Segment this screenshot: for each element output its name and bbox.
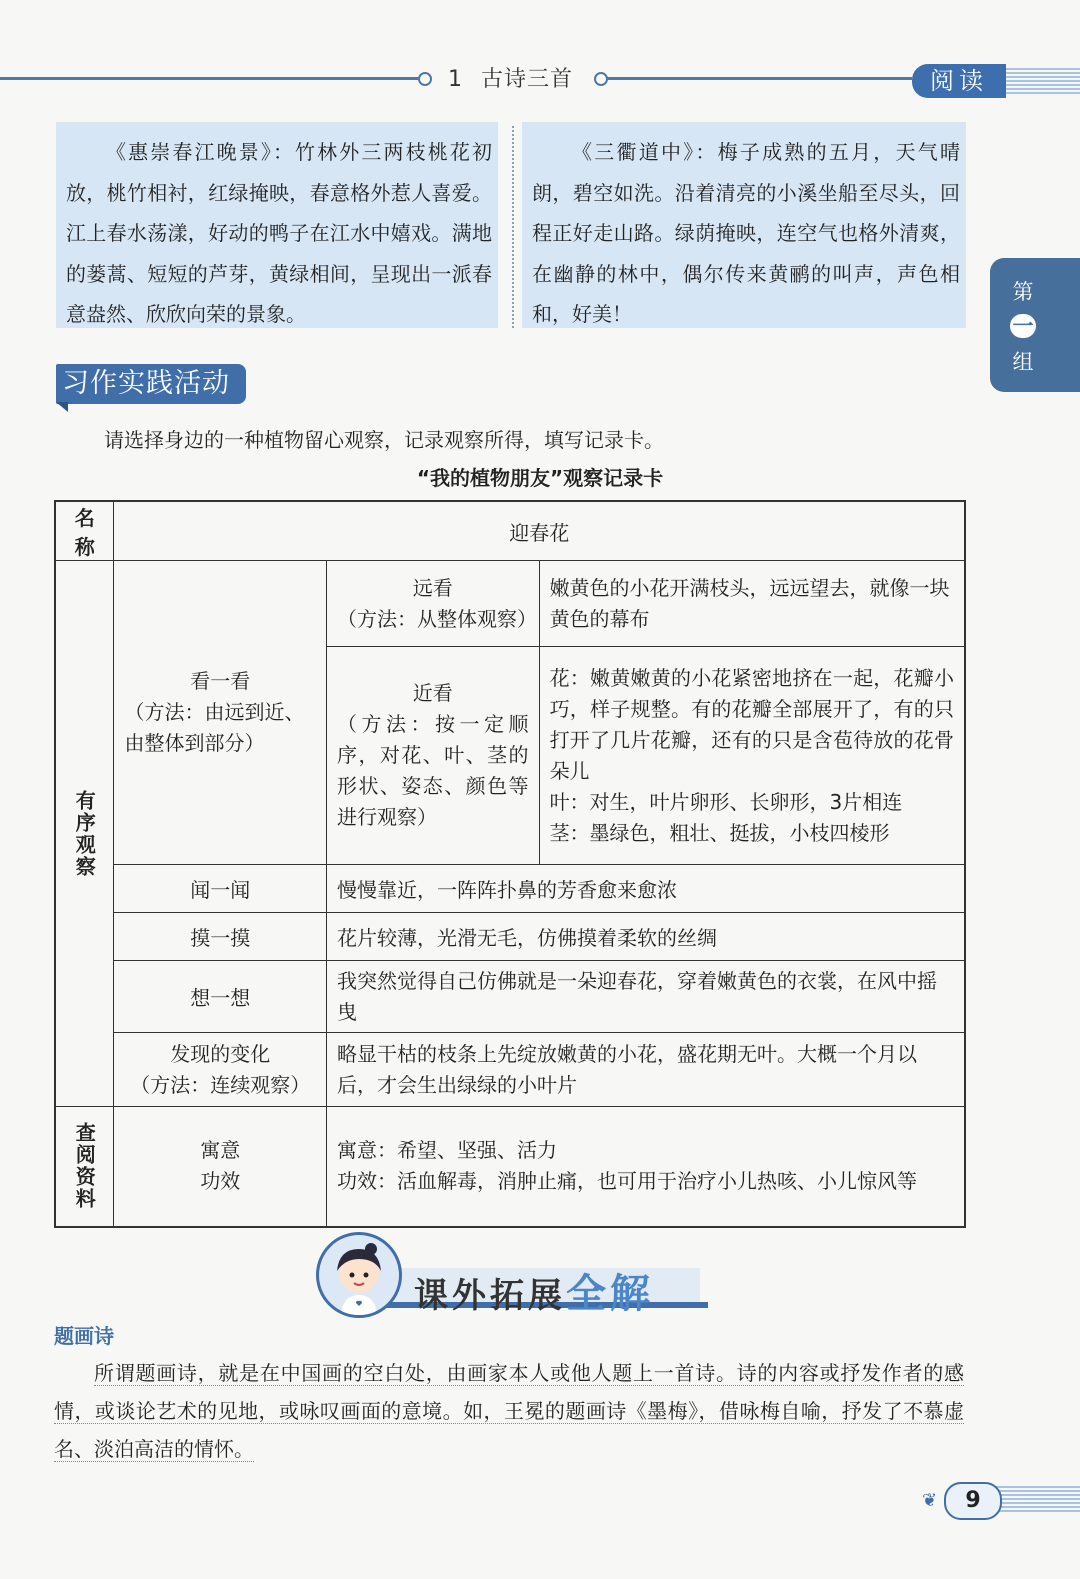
smell-label: 闻一闻: [114, 865, 327, 913]
header-stripes: [1006, 68, 1080, 94]
side-tab-line1: 第: [1012, 280, 1034, 304]
smell-content: 慢慢靠近，一阵阵扑鼻的芳香愈来愈浓: [327, 865, 965, 913]
far-label: 远看: [412, 575, 453, 600]
extension-title-highlight: 全解: [566, 1271, 654, 1317]
table-row: [55, 1033, 965, 1107]
leaf-icon: ❦: [922, 1490, 938, 1511]
name-label: 名称: [55, 501, 114, 561]
practice-banner: 习作实践活动: [56, 364, 246, 404]
lesson-title: 古诗三首: [481, 67, 574, 92]
change-label: 发现的变化: [170, 1041, 271, 1066]
extension-subtitle: 题画诗: [54, 1324, 114, 1348]
table-row: [55, 865, 965, 913]
look-method: （方法：由远到近、由整体到部分）: [124, 700, 305, 755]
think-content: 我突然觉得自己仿佛就是一朵迎春花，穿着嫩黄色的衣裳，在风中摇曳: [327, 961, 965, 1033]
lesson-number: 1: [448, 67, 463, 92]
plant-name: 迎春花: [114, 501, 965, 561]
near-content-cell: [539, 647, 965, 865]
header-rule-right: [606, 77, 912, 80]
page-number: 9: [944, 1482, 1002, 1520]
unit-side-tab[interactable]: [990, 258, 1080, 392]
table-row: [55, 501, 965, 561]
near-stem: 茎：墨绿色，粗壮、挺拔，小枝四棱形: [549, 820, 890, 845]
near-cell: [327, 647, 540, 865]
extension-body: [54, 1354, 964, 1468]
change-cell: [114, 1033, 327, 1107]
far-cell: [327, 561, 540, 647]
reference-cell: [55, 1107, 114, 1227]
lesson-heading: [448, 62, 608, 93]
banner-tail: [56, 402, 68, 412]
header-rule-left: [0, 77, 420, 80]
table-row: [55, 961, 965, 1033]
girl-avatar-icon: [316, 1232, 402, 1318]
ordered-observation-label: 有序观察: [72, 789, 97, 878]
side-tab-line2: 一: [1010, 314, 1036, 338]
practice-instruction: 请选择身边的一种植物留心观察，记录观察所得，填写记录卡。: [104, 428, 664, 452]
footer-stripes: [996, 1486, 1080, 1512]
look-label: 看一看: [190, 669, 251, 693]
far-content: 嫩黄色的小花开满枝头，远远望去，就像一块黄色的幕布: [539, 561, 965, 647]
near-label: 近看: [412, 681, 453, 705]
near-leaf: 叶：对生，叶片卵形、长卵形，3片相连: [549, 789, 903, 814]
reading-tag: 阅读: [912, 64, 1006, 98]
change-method: （方法：连续观察）: [130, 1072, 311, 1097]
effect-label: 功效: [200, 1169, 241, 1194]
touch-label: 摸一摸: [114, 913, 327, 961]
table-row: [55, 913, 965, 961]
effect-content: 功效：活血解毒，消肿止痛，也可用于治疗小儿热咳、小儿惊风等: [337, 1169, 918, 1194]
extension-title: [414, 1262, 654, 1319]
header-rule-dot-left: [418, 72, 432, 86]
observation-record-table: [54, 500, 966, 1228]
meaning-effect-cell: [114, 1107, 327, 1227]
poem-summary-left: [56, 122, 498, 328]
record-card-title: “我的植物朋友”观察记录卡: [416, 466, 664, 490]
far-method: （方法：从整体观察）: [337, 606, 538, 631]
near-flower: 花：嫩黄嫩黄的小花紧密地挤在一起，花瓣小巧，样子规整。有的花瓣全部展开了，有的只打开了几片花瓣，还有的只是含苞待放的花骨朵儿: [549, 665, 954, 783]
poem-divider: [512, 126, 514, 328]
meaning-content: 寓意：希望、坚强、活力: [337, 1138, 558, 1163]
extension-title-plain: 课外拓展: [414, 1276, 566, 1316]
meaning-effect-content: [327, 1107, 965, 1227]
meaning-label: 寓意: [200, 1138, 241, 1163]
reference-label: 查阅资料: [72, 1122, 97, 1211]
look-cell: [114, 561, 327, 865]
ordered-observation-cell: [55, 561, 114, 1107]
poem-summary-right: [522, 122, 966, 328]
table-row: [55, 1107, 965, 1227]
near-method: （方法：按一定顺序，对花、叶、茎的形状、姿态、颜色等进行观察）: [337, 712, 529, 829]
change-content: 略显干枯的枝条上先绽放嫩黄的小花，盛花期无叶。大概一个月以后，才会生出绿绿的小叶片: [327, 1033, 965, 1107]
poem-right-text: 《三衢道中》：梅子成熟的五月，天气晴朗，碧空如洗。沿着清亮的小溪坐船至尽头，回程正好走山路。绿荫掩映，连空气也格外清爽，在幽静的林中，偶尔传来黄鹂的叫声，声色相和，好美！: [532, 140, 960, 326]
table-row: [55, 561, 965, 647]
side-tab-line3: 组: [1012, 350, 1034, 374]
poem-left-text: 《惠崇春江晚景》：竹林外三两枝桃花初放，桃竹相衬，红绿掩映，春意格外惹人喜爱。江上春水荡漾，好动的鸭子在江水中嬉戏。满地的蒌蒿、短短的芦芽，黄绿相间，呈现出一派春意盎然、欣欣向荣的景象。: [66, 140, 492, 326]
touch-content: 花片较薄，光滑无毛，仿佛摸着柔软的丝绸: [327, 913, 965, 961]
extension-text: 所谓题画诗，就是在中国画的空白处，由画家本人或他人题上一首诗。诗的内容或抒发作者的感情，或谈论艺术的见地，或咏叹画面的意境。如，王冕的题画诗《墨梅》，借咏梅自喻，抒发了不慕虚名、淡泊高洁的情怀。: [54, 1361, 964, 1461]
think-label: 想一想: [114, 961, 327, 1033]
